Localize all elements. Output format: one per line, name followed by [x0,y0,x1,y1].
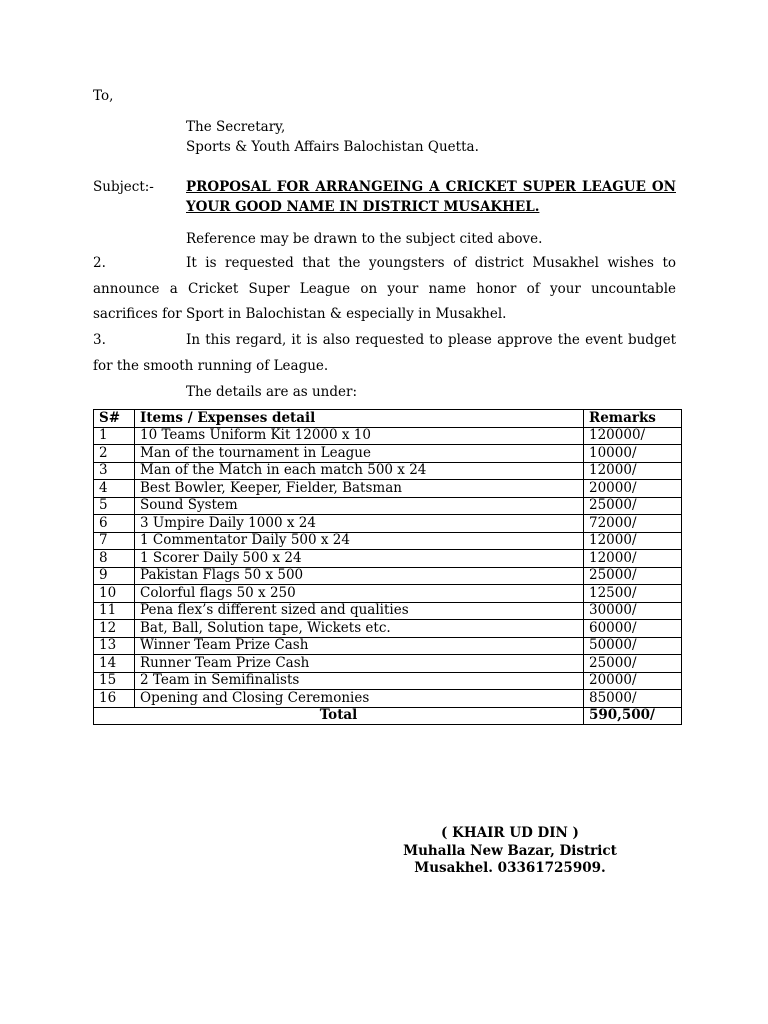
table-row [94,567,682,585]
table-row [94,427,682,445]
row-item: Best Bowler, Keeper, Fielder, Batsman [135,480,584,498]
total-value: 590,500/ [584,707,682,725]
paragraph-3-text: In this regard, it is also requested to please approve the event budget for the smooth running of League. [93,332,676,374]
table-row [94,620,682,638]
table-row [94,585,682,603]
row-remarks: 25000/ [584,655,682,673]
details-intro: The details are as under: [186,384,358,400]
row-remarks: 12500/ [584,585,682,603]
row-item: 1 Scorer Daily 500 x 24 [135,550,584,568]
row-sn: 2 [94,445,135,463]
row-sn: 6 [94,515,135,533]
table-row [94,672,682,690]
row-remarks: 12000/ [584,462,682,480]
salutation: To, [93,88,114,104]
budget-table-body [94,427,682,707]
signature-address-2: Musakhel. 03361725909. [414,860,606,876]
row-remarks: 25000/ [584,567,682,585]
row-remarks: 50000/ [584,637,682,655]
paragraph-2-text: It is requested that the youngsters of district Musakhel wishes to announce a Cricket Super League on your name honor of your uncountable sacrifices for Sport in Balochistan & especially in Musakhel. [93,255,676,322]
row-item: 3 Umpire Daily 1000 x 24 [135,515,584,533]
row-remarks: 20000/ [584,672,682,690]
table-row [94,497,682,515]
recipient-office: Sports & Youth Affairs Balochistan Quetta. [186,139,479,155]
row-remarks: 30000/ [584,602,682,620]
row-sn: 16 [94,690,135,708]
row-item: Sound System [135,497,584,515]
row-item: Pena flex’s different sized and qualities [135,602,584,620]
paragraph-3-number: 3. [93,332,106,348]
recipient-title: The Secretary, [186,119,286,135]
table-row [94,480,682,498]
paragraph-2 [93,251,676,328]
row-sn: 4 [94,480,135,498]
row-item: Winner Team Prize Cash [135,637,584,655]
header-remarks: Remarks [584,410,682,428]
row-remarks: 60000/ [584,620,682,638]
row-item: 10 Teams Uniform Kit 12000 x 10 [135,427,584,445]
row-item: Man of the Match in each match 500 x 24 [135,462,584,480]
table-header-row [94,410,682,428]
row-sn: 5 [94,497,135,515]
row-item: Man of the tournament in League [135,445,584,463]
table-row [94,550,682,568]
row-sn: 13 [94,637,135,655]
subject-label: Subject:- [93,179,154,195]
table-row [94,690,682,708]
table-row [94,602,682,620]
row-item: Colorful flags 50 x 250 [135,585,584,603]
header-sn: S# [94,410,135,428]
row-item: Pakistan Flags 50 x 500 [135,567,584,585]
reference-line: Reference may be drawn to the subject cited above. [186,231,543,247]
paragraph-3 [93,328,676,379]
table-row [94,515,682,533]
row-item: Runner Team Prize Cash [135,655,584,673]
row-sn: 10 [94,585,135,603]
row-sn: 15 [94,672,135,690]
row-remarks: 72000/ [584,515,682,533]
budget-table [93,409,682,725]
row-item: 1 Commentator Daily 500 x 24 [135,532,584,550]
signature-address-1: Muhalla New Bazar, District [403,843,617,859]
row-item: 2 Team in Semifinalists [135,672,584,690]
header-item: Items / Expenses detail [135,410,584,428]
row-remarks: 120000/ [584,427,682,445]
row-remarks: 12000/ [584,550,682,568]
row-sn: 12 [94,620,135,638]
row-sn: 8 [94,550,135,568]
row-sn: 3 [94,462,135,480]
row-sn: 1 [94,427,135,445]
subject-heading: PROPOSAL FOR ARRANGEING A CRICKET SUPER LEAGUE ON YOUR GOOD NAME IN DISTRICT MUSAKHEL. [186,179,676,215]
total-row [94,707,682,725]
row-remarks: 85000/ [584,690,682,708]
signature-name: ( KHAIR UD DIN ) [441,825,579,841]
row-remarks: 25000/ [584,497,682,515]
table-row [94,462,682,480]
total-label: Total [94,707,584,725]
table-row [94,445,682,463]
row-sn: 11 [94,602,135,620]
row-sn: 9 [94,567,135,585]
table-row [94,637,682,655]
row-sn: 7 [94,532,135,550]
table-row [94,532,682,550]
paragraph-2-number: 2. [93,255,106,271]
row-remarks: 10000/ [584,445,682,463]
row-item: Opening and Closing Ceremonies [135,690,584,708]
row-remarks: 12000/ [584,532,682,550]
row-item: Bat, Ball, Solution tape, Wickets etc. [135,620,584,638]
row-sn: 14 [94,655,135,673]
table-row [94,655,682,673]
row-remarks: 20000/ [584,480,682,498]
